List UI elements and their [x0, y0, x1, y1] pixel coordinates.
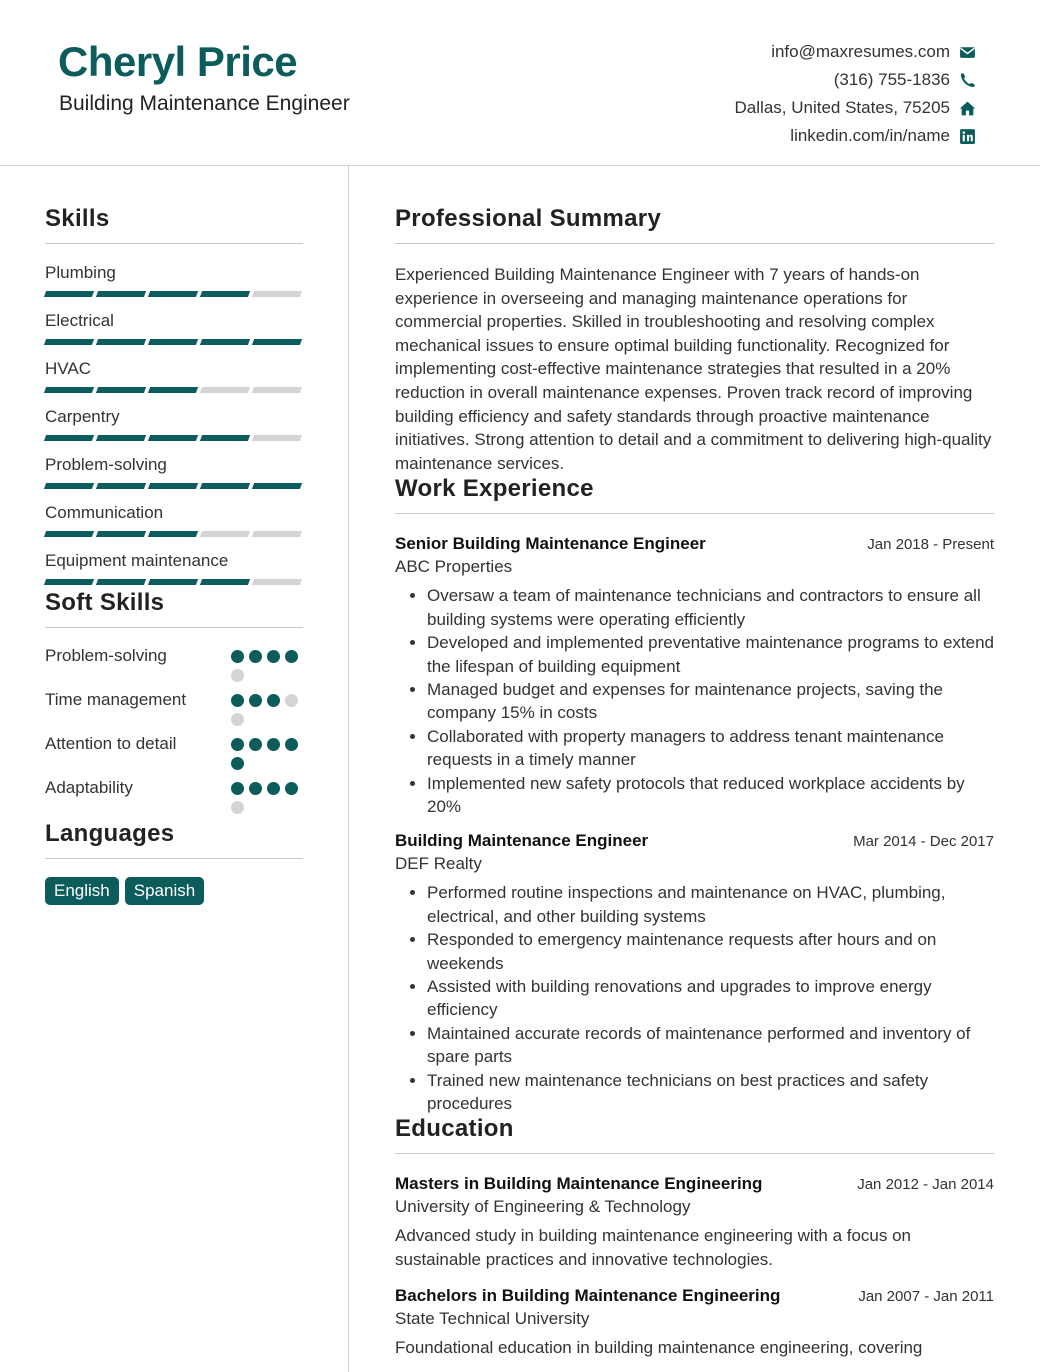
rating-dot — [267, 694, 280, 707]
soft-skills-list — [45, 644, 303, 814]
job-entry — [395, 831, 994, 1115]
skill-level-bar — [45, 339, 303, 345]
column-divider — [348, 166, 349, 1372]
skill-level-segment — [148, 483, 198, 489]
contact-phone-text: (316) 755-1836 — [833, 70, 950, 89]
job-company: ABC Properties — [395, 557, 513, 577]
home-icon — [958, 99, 976, 117]
rating-dot — [231, 713, 244, 726]
skill-level-bar — [45, 435, 303, 441]
summary-heading: Professional Summary — [395, 205, 662, 232]
skill-level-segment — [96, 387, 146, 393]
soft-skills-heading: Soft Skills — [45, 589, 165, 616]
skill-level-segment — [252, 339, 302, 345]
skill-item — [45, 310, 303, 345]
rating-dot — [231, 669, 244, 682]
skill-level-segment — [44, 483, 94, 489]
skill-label: Carpentry — [45, 407, 120, 426]
skill-level-segment — [200, 435, 250, 441]
rating-dot — [249, 738, 262, 751]
experience-heading: Work Experience — [395, 475, 594, 503]
candidate-title: Building Maintenance Engineer — [59, 92, 350, 115]
skill-level-segment — [148, 339, 198, 345]
resume-header — [0, 0, 1040, 166]
skill-label: Plumbing — [45, 263, 116, 282]
rating-dot — [249, 694, 262, 707]
skill-level-segment — [96, 435, 146, 441]
contact-phone[interactable] — [735, 66, 976, 94]
summary-rule — [395, 243, 994, 244]
rating-dot — [231, 694, 244, 707]
rating-dot — [249, 782, 262, 795]
degree-name: Masters in Building Maintenance Engineering — [395, 1174, 763, 1194]
education-entry — [395, 1286, 994, 1360]
rating-dot — [285, 650, 298, 663]
skill-level-segment — [252, 531, 302, 537]
skill-level-segment — [200, 291, 250, 297]
skill-label: Equipment maintenance — [45, 551, 229, 570]
skill-item — [45, 502, 303, 537]
education-heading: Education — [395, 1115, 514, 1143]
skill-item — [45, 406, 303, 441]
job-company: DEF Realty — [395, 854, 482, 874]
soft-skill-rating — [231, 644, 303, 682]
degree-description: Foundational education in building maintenance engineering, covering — [395, 1337, 923, 1357]
soft-skill-label: Adaptability — [45, 778, 133, 797]
skill-level-segment — [96, 579, 146, 585]
soft-skill-item — [45, 776, 303, 814]
job-bullets — [395, 584, 994, 818]
skill-item — [45, 550, 303, 585]
soft-skill-label: Attention to detail — [45, 734, 177, 753]
skill-level-segment — [252, 435, 302, 441]
education-rule — [395, 1153, 994, 1154]
rating-dot — [267, 650, 280, 663]
job-bullet: • Responded to emergency maintenance requests after hours and on weekends — [427, 928, 994, 975]
school-name: State Technical University — [395, 1308, 590, 1328]
soft-skill-rating — [231, 776, 303, 814]
contact-linkedin[interactable] — [735, 122, 976, 150]
job-bullet: • Assisted with building renovations and upgrades to improve energy efficiency — [427, 975, 994, 1022]
skill-level-segment — [200, 339, 250, 345]
rating-dot — [249, 650, 262, 663]
rating-dot — [285, 738, 298, 751]
linkedin-icon — [958, 127, 976, 145]
skills-heading: Skills — [45, 205, 110, 232]
job-date: Mar 2014 - Dec 2017 — [853, 833, 994, 851]
skill-level-segment — [252, 291, 302, 297]
job-bullet: • Oversaw a team of maintenance technicians and contractors to ensure all building systems were operating efficiently — [427, 584, 994, 631]
skill-level-segment — [148, 387, 198, 393]
skills-rule — [45, 243, 303, 244]
rating-dot — [285, 782, 298, 795]
skill-level-segment — [200, 387, 250, 393]
candidate-name: Cheryl Price — [58, 38, 298, 85]
skill-level-segment — [44, 579, 94, 585]
soft-skill-item — [45, 644, 303, 682]
rating-dot — [267, 738, 280, 751]
skill-level-segment — [44, 387, 94, 393]
job-entry — [395, 534, 994, 818]
soft-skill-rating — [231, 688, 303, 726]
contact-linkedin-text: linkedin.com/in/name — [790, 126, 950, 145]
soft-skill-rating — [231, 732, 303, 770]
job-bullet: • Performed routine inspections and maintenance on HVAC, plumbing, electrical, and other building systems — [427, 881, 994, 928]
languages-rule — [45, 858, 303, 859]
skill-item — [45, 358, 303, 393]
skill-label: HVAC — [45, 359, 91, 378]
left-column — [45, 205, 303, 905]
soft-skill-item — [45, 732, 303, 770]
skill-level-bar — [45, 579, 303, 585]
degree-description: Advanced study in building maintenance engineering with a focus on sustainable practices and innovative technologies. — [395, 1226, 912, 1270]
education-entry — [395, 1174, 994, 1271]
skill-level-segment — [252, 579, 302, 585]
languages-heading: Languages — [45, 820, 175, 847]
language-tags — [45, 877, 303, 905]
skill-level-segment — [252, 387, 302, 393]
degree-name: Bachelors in Building Maintenance Engineering — [395, 1285, 781, 1305]
phone-icon — [958, 71, 976, 89]
rating-dot — [231, 801, 244, 814]
skill-level-bar — [45, 483, 303, 489]
experience-rule — [395, 513, 994, 514]
skill-level-segment — [200, 579, 250, 585]
skill-level-segment — [44, 291, 94, 297]
envelope-icon — [958, 43, 976, 61]
rating-dot — [231, 782, 244, 795]
skill-level-bar — [45, 387, 303, 393]
job-bullet: • Developed and implemented preventative maintenance programs to extend the lifespan of building equipment — [427, 631, 994, 678]
job-bullets — [395, 881, 994, 1115]
rating-dot — [231, 650, 244, 663]
language-tag: English — [45, 877, 119, 905]
skill-level-segment — [200, 531, 250, 537]
soft-skill-item — [45, 688, 303, 726]
contact-email[interactable] — [735, 38, 976, 66]
job-bullet: • Managed budget and expenses for maintenance projects, saving the company 15% in costs — [427, 678, 994, 725]
skill-level-segment — [44, 339, 94, 345]
job-bullet: • Collaborated with property managers to address tenant maintenance requests in a timely manner — [427, 725, 994, 772]
skill-level-segment — [252, 483, 302, 489]
job-bullet: • Implemented new safety protocols that reduced workplace accidents by 20% — [427, 772, 994, 819]
soft-skill-label: Problem-solving — [45, 646, 167, 665]
school-name: University of Engineering & Technology — [395, 1197, 691, 1217]
contact-location-text: Dallas, United States, 75205 — [734, 98, 950, 117]
rating-dot — [231, 757, 244, 770]
skill-level-segment — [148, 291, 198, 297]
soft-skill-label: Time management — [45, 690, 187, 709]
language-tag: Spanish — [125, 877, 204, 905]
degree-date: Jan 2007 - Jan 2011 — [858, 1287, 994, 1305]
skill-item — [45, 262, 303, 297]
skill-level-bar — [45, 291, 303, 297]
right-column — [395, 205, 994, 1359]
skill-level-segment — [200, 483, 250, 489]
skill-label: Problem-solving — [45, 455, 167, 474]
rating-dot — [231, 738, 244, 751]
job-bullet: • Trained new maintenance technicians on best practices and safety procedures — [427, 1069, 994, 1116]
rating-dot — [285, 694, 298, 707]
soft-skills-rule — [45, 627, 303, 628]
summary-text: Experienced Building Maintenance Engineer with 7 years of hands-on experience in overseeing and managing maintenance operations for commercial properties. Skilled in troubleshooting and resolving complex mechanical issues to ensure optimal building functionality. Recognized for implementing cost-effective maintenance strategies that resulted in a 20% reduction in overall maintenance expenses. Proven track record of improving building efficiency and safety standards through proactive maintenance initiatives. Strong attention to detail and a commitment to delivering high-quality maintenance services. — [395, 265, 992, 473]
contact-email-text: info@maxresumes.com — [771, 42, 950, 61]
skill-level-segment — [96, 339, 146, 345]
skill-level-segment — [148, 579, 198, 585]
skill-item — [45, 454, 303, 489]
job-date: Jan 2018 - Present — [867, 536, 994, 554]
skill-level-bar — [45, 531, 303, 537]
skill-level-segment — [96, 531, 146, 537]
job-bullet: • Maintained accurate records of maintenance performed and inventory of spare parts — [427, 1022, 994, 1069]
contact-location — [735, 94, 976, 122]
skill-label: Communication — [45, 503, 164, 522]
skill-level-segment — [148, 531, 198, 537]
skill-level-segment — [44, 531, 94, 537]
skill-label: Electrical — [45, 311, 114, 330]
degree-date: Jan 2012 - Jan 2014 — [857, 1176, 994, 1194]
skill-level-segment — [96, 483, 146, 489]
skill-level-segment — [148, 435, 198, 441]
rating-dot — [267, 782, 280, 795]
job-role: Building Maintenance Engineer — [395, 831, 649, 851]
contact-list — [735, 38, 976, 150]
skills-list — [45, 262, 303, 585]
job-role: Senior Building Maintenance Engineer — [395, 534, 706, 554]
skill-level-segment — [44, 435, 94, 441]
skill-level-segment — [96, 291, 146, 297]
